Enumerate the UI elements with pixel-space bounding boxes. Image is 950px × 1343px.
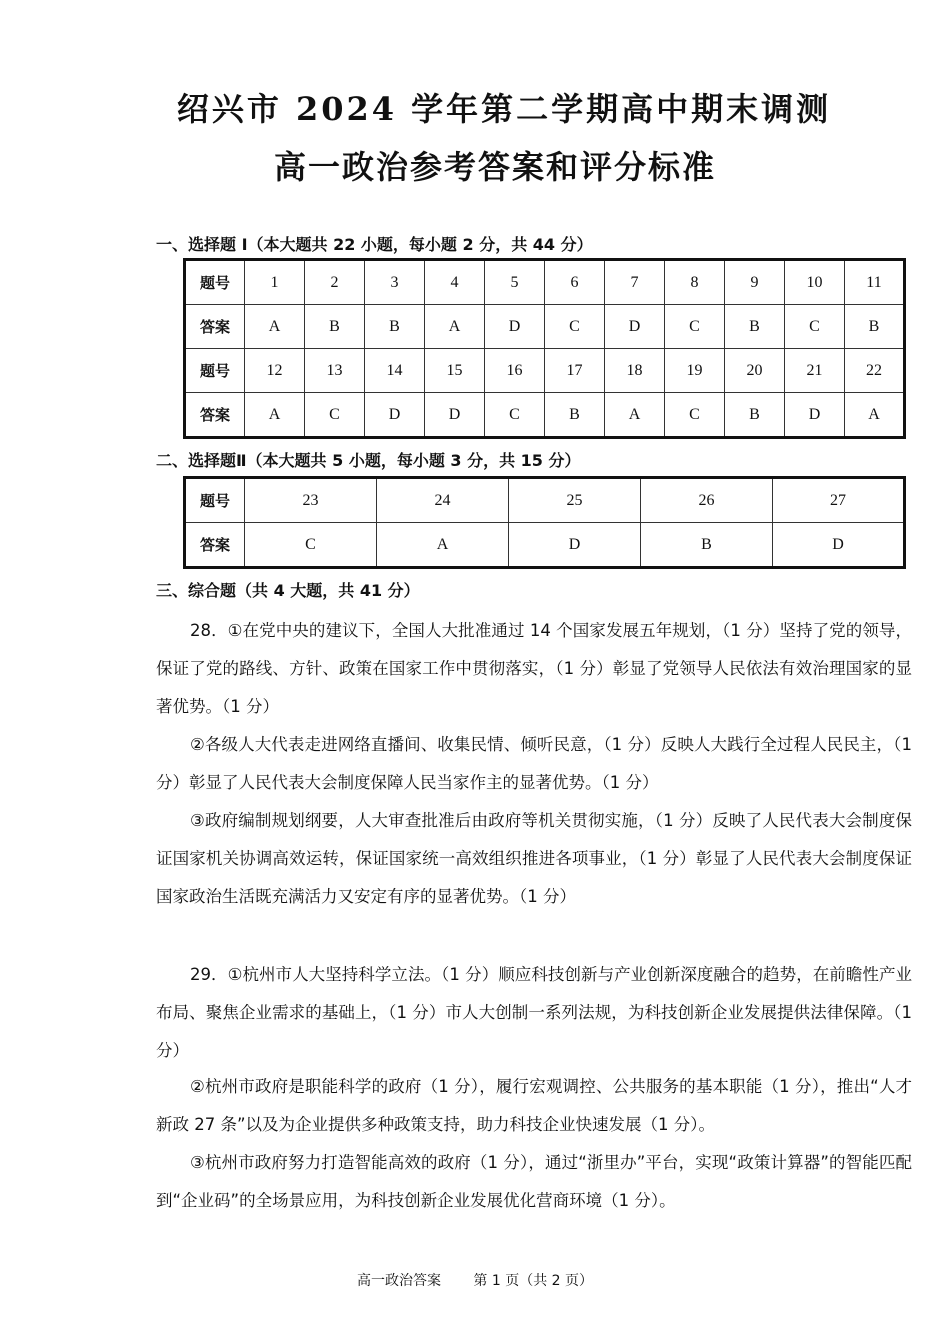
answer-cell: C — [545, 305, 605, 349]
question-number: 11 — [845, 260, 905, 305]
answer-cell: C — [665, 393, 725, 438]
question-number: 23 — [245, 478, 377, 523]
table-row — [185, 305, 905, 349]
table-row — [185, 523, 905, 568]
question-number: 19 — [665, 349, 725, 393]
question-number: 9 — [725, 260, 785, 305]
question-number: 12 — [245, 349, 305, 393]
q28-point-2: ②各级人大代表走进网络直播间、收集民情、倾听民意，（1 分）反映人大践行全过程人民民主，（1 分）彰显了人民代表大会制度保障人民当家作主的显著优势。（1 分） — [156, 735, 912, 792]
q29-point-1: 29．①杭州市人大坚持科学立法。（1 分）顺应科技创新与产业创新深度融合的趋势，在前瞻性产业布局、聚焦企业需求的基础上，（1 分）市人大创制一系列法规，为科技创新企业发展提供法律保障。（1 分） — [156, 965, 912, 1060]
question-number: 4 — [425, 260, 485, 305]
answer-cell: D — [485, 305, 545, 349]
answer-cell: C — [245, 523, 377, 568]
answer-cell: C — [305, 393, 365, 438]
answer-cell: A — [245, 305, 305, 349]
document-subtitle: 高一政治参考答案和评分标准 — [273, 148, 716, 186]
table-row — [185, 478, 905, 523]
q29-point-2: ②杭州市政府是职能科学的政府（1 分），履行宏观调控、公共服务的基本职能（1 分），推出“人才新政 27 条”以及为企业提供多种政策支持，助力科技企业快速发展（1 分）。 — [156, 1077, 912, 1134]
answer-cell: B — [725, 393, 785, 438]
answer-table-2 — [183, 476, 906, 569]
question-number: 17 — [545, 349, 605, 393]
page-footer — [0, 1270, 950, 1290]
answer-cell: B — [641, 523, 773, 568]
answer-cell: B — [305, 305, 365, 349]
answer-cell: D — [785, 393, 845, 438]
table-row — [185, 393, 905, 438]
answer-cell: A — [605, 393, 665, 438]
question-number: 15 — [425, 349, 485, 393]
row-label: 题号 — [185, 349, 245, 393]
question-number: 16 — [485, 349, 545, 393]
answer-cell: A — [425, 305, 485, 349]
q28-point-1: 28．①在党中央的建议下，全国人大批准通过 14 个国家发展五年规划，（1 分）坚持了党的领导，保证了党的路线、方针、政策在国家工作中贯彻落实，（1 分）彰显了党领导人民依法有效治理国家的显著优势。（1 分） — [156, 621, 912, 716]
answer-cell: D — [605, 305, 665, 349]
row-label: 题号 — [185, 478, 245, 523]
question-number: 1 — [245, 260, 305, 305]
question-number: 10 — [785, 260, 845, 305]
question-number: 7 — [605, 260, 665, 305]
answer-cell: D — [509, 523, 641, 568]
answer-cell: A — [377, 523, 509, 568]
answer-cell: C — [665, 305, 725, 349]
answer-cell: A — [845, 393, 905, 438]
question-number: 14 — [365, 349, 425, 393]
answer-cell: D — [773, 523, 905, 568]
section-1-heading: 一、选择题 I（本大题共 22 小题，每小题 2 分，共 44 分） — [156, 235, 593, 254]
row-label: 答案 — [185, 305, 245, 349]
question-number: 26 — [641, 478, 773, 523]
answer-cell: A — [245, 393, 305, 438]
question-number: 3 — [365, 260, 425, 305]
answer-cell: D — [425, 393, 485, 438]
footer-doc-name: 高一政治答案 — [356, 1273, 441, 1289]
q28-point-3: ③政府编制规划纲要，人大审查批准后由政府等机关贯彻实施，（1 分）反映了人民代表大会制度保证国家机关协调高效运转，保证国家统一高效组织推进各项事业，（1 分）彰显了人民代表大会制度保证国家政治生活既充满活力又安定有序的显著优势。（1 分） — [156, 811, 912, 906]
question-number: 8 — [665, 260, 725, 305]
page-number: 第 1 页（共 2 页） — [473, 1273, 594, 1289]
question-number: 20 — [725, 349, 785, 393]
row-label: 答案 — [185, 523, 245, 568]
row-label: 答案 — [185, 393, 245, 438]
document-title: 绍兴市 2024 学年第二学期高中期末调测 — [176, 90, 832, 128]
question-number: 21 — [785, 349, 845, 393]
answer-cell: B — [365, 305, 425, 349]
answer-cell: D — [365, 393, 425, 438]
question-number: 2 — [305, 260, 365, 305]
table-row — [185, 260, 905, 305]
question-number: 22 — [845, 349, 905, 393]
question-number: 24 — [377, 478, 509, 523]
row-label: 题号 — [185, 260, 245, 305]
question-number: 5 — [485, 260, 545, 305]
section-3-heading: 三、综合题（共 4 大题，共 41 分） — [156, 581, 420, 600]
answer-cell: B — [545, 393, 605, 438]
question-number: 27 — [773, 478, 905, 523]
question-number: 25 — [509, 478, 641, 523]
answer-table-1 — [183, 258, 906, 439]
question-number: 6 — [545, 260, 605, 305]
section-2-heading: 二、选择题Ⅱ（本大题共 5 小题，每小题 3 分，共 15 分） — [156, 451, 581, 470]
answer-cell: C — [485, 393, 545, 438]
answer-cell: B — [725, 305, 785, 349]
answer-cell: C — [785, 305, 845, 349]
question-number: 18 — [605, 349, 665, 393]
question-number: 13 — [305, 349, 365, 393]
q29-point-3: ③杭州市政府努力打造智能高效的政府（1 分），通过“浙里办”平台，实现“政策计算器”的智能匹配到“企业码”的全场景应用，为科技创新企业发展优化营商环境（1 分）。 — [156, 1153, 912, 1210]
answer-cell: B — [845, 305, 905, 349]
table-row — [185, 349, 905, 393]
